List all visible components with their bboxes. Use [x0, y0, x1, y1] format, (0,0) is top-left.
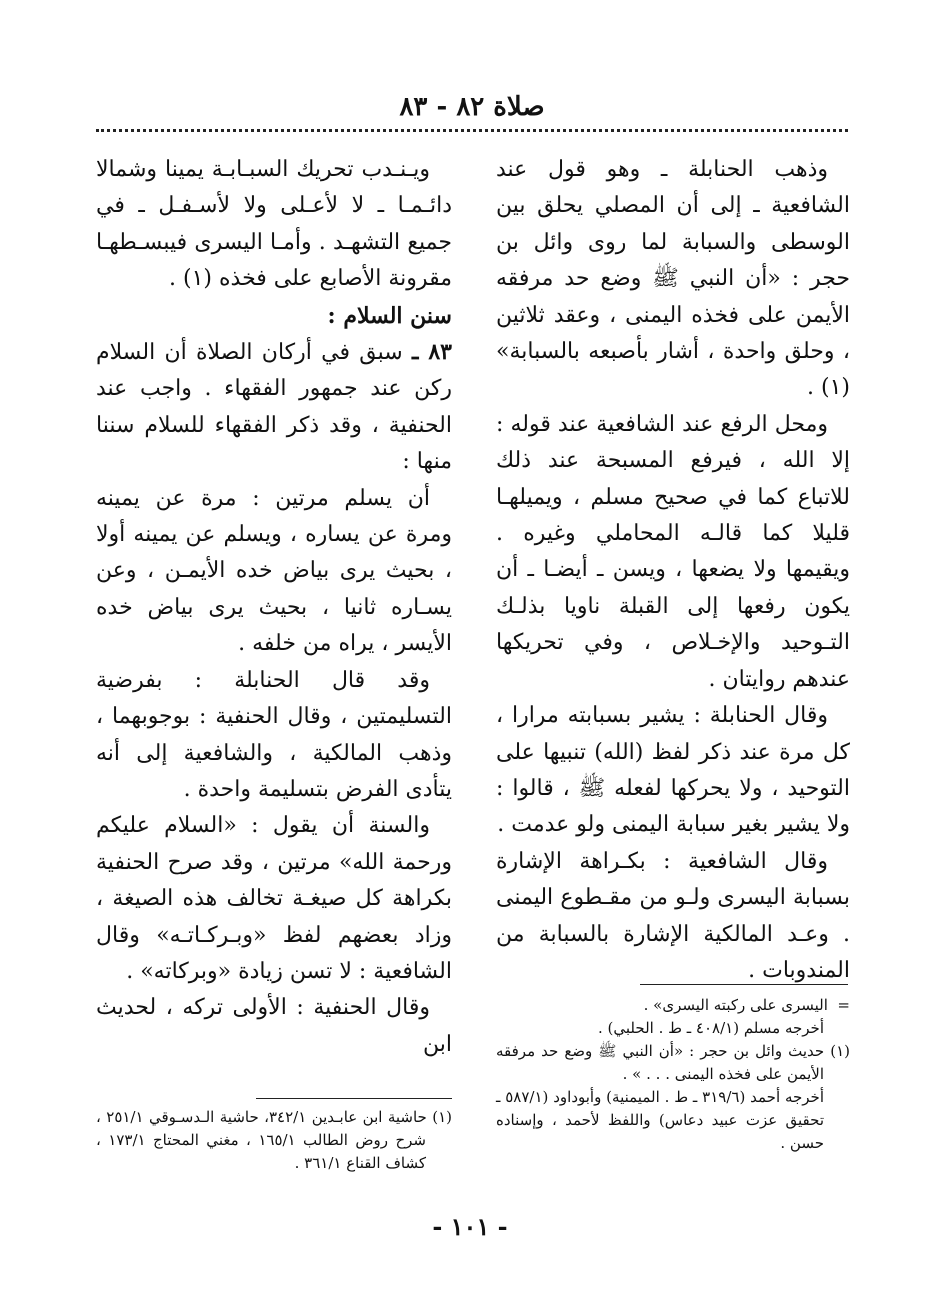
footnote-rule: [640, 984, 848, 985]
footnotes-right: [496, 994, 850, 1155]
footnote-number: (١): [432, 1108, 453, 1126]
footnote-number: (١): [830, 1042, 850, 1060]
page-number: - ١٠١ -: [432, 1212, 508, 1241]
footnote-rule: [256, 1098, 452, 1099]
footnote-reference: أخرجه أحمد (٣١٩/٦ ـ ط . الميمنية) وأبوداود (٥٨٧/١ ـ تحقيق عزت عبيد دعاس) واللفظ لأحمد ، وإسناده حسن .: [496, 1088, 824, 1152]
header-dotted-rule: [96, 129, 848, 132]
paragraph: ويـنـدب تحريك السبـابـة يمينا وشمالا دائـمـا ـ لا لأعـلى ولا لأسـفـل ـ في جميع التشهـد . وأمـا اليسرى فيبسـطهـا مقرونة الأصابع على فخذه (١) .: [96, 157, 452, 292]
paragraph: والسنة أن يقول : «السلام عليكم ورحمة الله» مرتين ، وقد صرح الحنفية بكراهة كل صيغـة تخالف هذه الصيغة ، وزاد بعضهم لفظ «وبـركـاتـه» وقال الشافعية : لا تسن زيادة «وبركاته» .: [96, 813, 452, 984]
footnotes-left: [96, 1106, 452, 1175]
paragraph: ومحل الرفع عند الشافعية عند قوله : إلا الله ، فيرفع المسبحة عند ذلك للاتباع كما في صحيح مسلم ، ويميلهـا قليلا كما قالـه المحاملي وغيره . ويقيمها ولا يضعها ، ويسن ـ أيضـا ـ أن يكون رفعها إلى القبلة ناويا بذلـك التـوحيد والإخـلاص ، وفي تحريكها عندهم روايتان .: [496, 411, 850, 692]
section-number: ٨٣ ـ: [411, 339, 452, 366]
paragraph: وقد قال الحنابلة : بفرضية التسليمتين ، وقال الحنفية : بوجوبهما ، وذهب المالكية ، والشافعية إلى أنه يتأدى الفرض بتسليمة واحدة .: [96, 667, 452, 802]
paragraph: وقال الحنابلة : يشير بسبابته مرارا ، كل مرة عند ذكر لفظ (الله) تنبيها على التوحيد ، ولا يحركها لفعله ﷺ ، قالوا : ولا يشير بغير سبابة اليمنى ولو عدمت .: [496, 703, 850, 838]
left-column: [96, 152, 452, 1063]
paragraph: وذهب الحنابلة ـ وهو قول عند الشافعية ـ إلى أن المصلي يحلق بين الوسطى والسبابة لما روى وائل بن حجر : «أن النبي ﷺ وضع حد مرفقه الأيمن على فخذه اليمنى ، وعقد ثلاثين ، وحلق واحدة ، أشار بأصبعه بالسبابة» (١) .: [496, 157, 850, 401]
footnote-reference: أخرجه مسلم (٤٠٨/١ ـ ط . الحلبي) .: [598, 1019, 824, 1037]
footnote: [96, 1106, 452, 1175]
numbered-paragraph: [96, 334, 452, 481]
footnote-text: اليسرى على ركبته اليسرى» .: [643, 996, 828, 1014]
footnote-text: حديث وائل بن حجر : «أن النبي ﷺ وضع حد مرفقه الأيمن على فخذه اليمنى . . . » .: [496, 1042, 825, 1083]
paragraph: وقال الشافعية : بكـراهة الإشارة بسبابة اليسرى ولـو من مقـطوع اليمنى . وعـد المالكية الإشارة بالسبابة من المندوبات .: [496, 848, 850, 983]
footnote-text: حاشية ابن عابـدين ٣٤٢/١، حاشية الـدسـوقي ٢٥١/١ ، شرح روض الطالب ١٦٥/١ ، مغني المحتاج ١٧٣/١ ، كشاف القناع ٣٦١/١ .: [96, 1108, 427, 1172]
section-heading: سنن السلام :: [327, 302, 452, 329]
footnote-continuation: [496, 994, 850, 1017]
paragraph: وقال الحنفية : الأولى تركه ، لحديث ابن: [96, 995, 452, 1057]
footnote: [496, 1040, 850, 1086]
right-column: [496, 152, 850, 989]
paragraph: أن يسلم مرتين : مرة عن يمينه ومرة عن يساره ، ويسلم عن يمينه أولا ، بحيث يرى بياض خده الأيمـن ، وعن يسـاره ثانيا ، بحيث يرى بياض خده الأيسر ، يراه من خلفه .: [96, 485, 452, 657]
running-header: صلاة ٨٢ - ٨٣: [399, 92, 545, 122]
paragraph-text: سبق في أركان الصلاة أن السلام ركن عند جمهور الفقهاء . واجب عند الحنفية ، وقد ذكر الفقهاء للسلام سننا منها :: [96, 340, 452, 475]
continuation-mark: =: [837, 996, 850, 1014]
